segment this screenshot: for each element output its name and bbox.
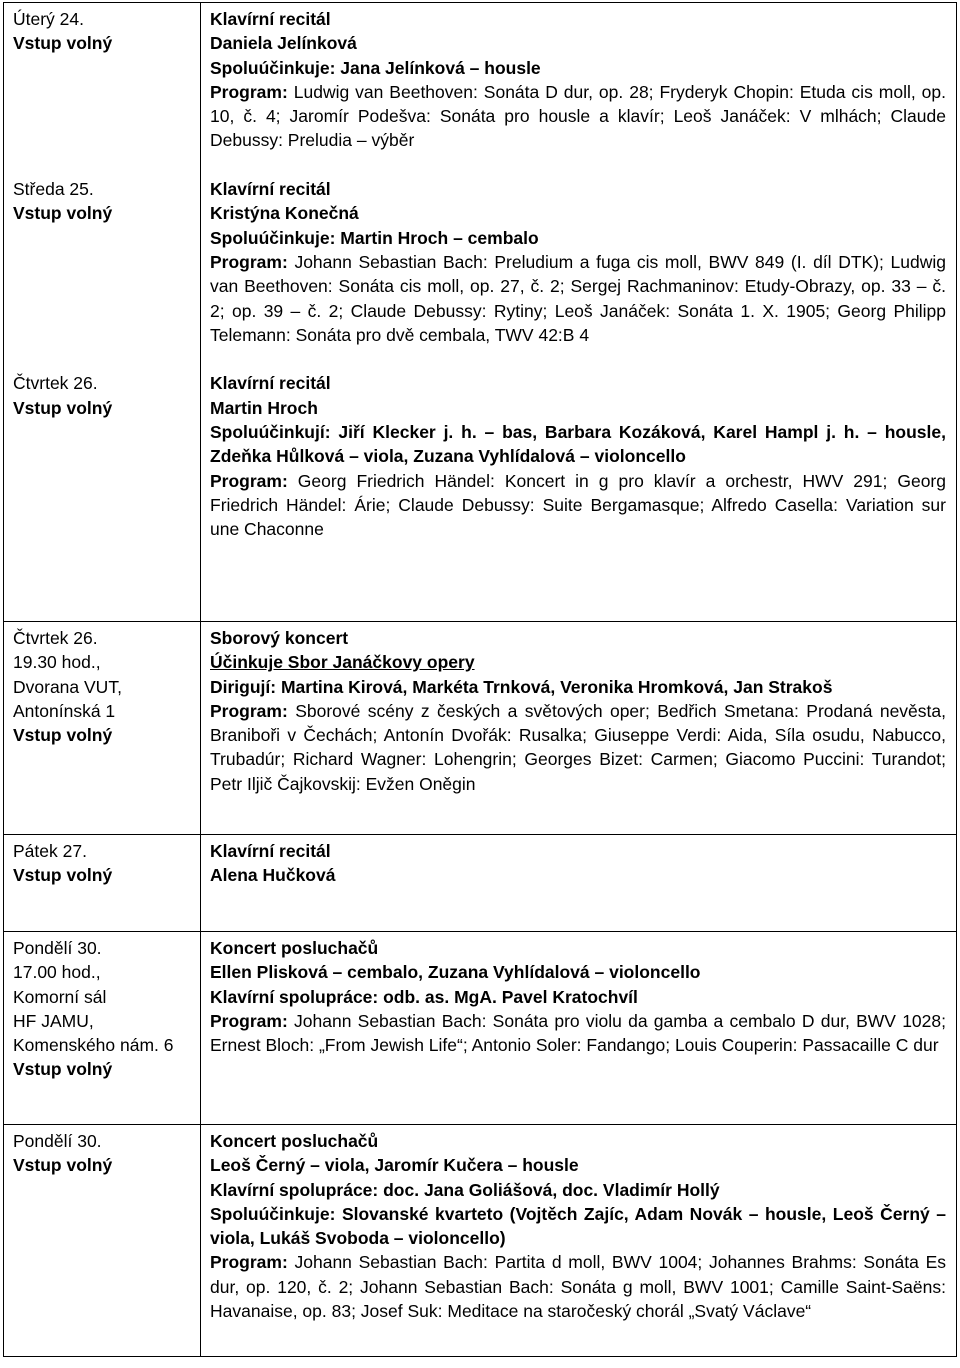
- program-label: Program:: [210, 700, 288, 721]
- admission-label: Vstup volný: [13, 1059, 113, 1080]
- time-line: 19.30 hod.,: [13, 652, 101, 673]
- program-label: Program:: [210, 1252, 288, 1273]
- event-program: [210, 80, 946, 153]
- event-performer: Alena Hučková: [210, 865, 336, 886]
- table-row: [4, 835, 957, 932]
- event-program: [210, 1250, 946, 1323]
- date-line: Čtvrtek 26.: [13, 628, 98, 648]
- event-performer: Kristýna Konečná: [210, 203, 359, 224]
- address-line: Komenského nám. 6: [13, 1035, 174, 1056]
- table-row: [4, 932, 957, 1125]
- event-title: Sborový koncert: [210, 628, 349, 648]
- collab-text: Jana Jelínková – housle: [335, 57, 541, 78]
- admission-label: Vstup volný: [13, 1155, 113, 1176]
- conductor-label: Dirigují:: [210, 676, 277, 697]
- schedule-table: [3, 2, 957, 1357]
- program-text: Sborové scény z českých a světových oper; Bedřich Smetana: Prodaná nevěsta, Braniboři v Čechách; Antonín Dvořák: Rusalka; Giuseppe Verdi: Aida, Síla osudu, Nabucco, Trubadúr; Richard Wagner: Lohengrin; Georges Bizet: Carmen; Giacomo Puccini: Turandot; Petr Iljič Čajkovskij: Evžen Oněgin: [210, 700, 946, 794]
- piano-text: odb. as. MgA. Pavel Kratochvíl: [378, 986, 638, 1007]
- event-program: [210, 469, 946, 542]
- event-cell: [201, 622, 957, 835]
- event-title: Koncert posluchačů: [210, 938, 379, 958]
- admission-label: Vstup volný: [13, 397, 113, 418]
- event-performer: Martin Hroch: [210, 397, 318, 418]
- venue-line: HF JAMU,: [13, 1010, 94, 1031]
- event-performers: Ellen Plisková – cembalo, Zuzana Vyhlídalová – violoncello: [210, 962, 701, 983]
- event-collaborators: [210, 226, 946, 250]
- event-program: [210, 699, 946, 796]
- collab-text: Slovanské kvarteto (Vojtěch Zajíc, Adam Novák – housle, Leoš Černý – viola, Lukáš Svoboda – violoncello): [210, 1203, 946, 1249]
- event-program: [210, 1009, 946, 1058]
- address-line: Antonínská 1: [13, 700, 116, 721]
- program-label: Program:: [210, 1010, 288, 1031]
- date-cell: [4, 835, 201, 932]
- date-cell: [4, 1125, 201, 1357]
- admission-label: Vstup volný: [13, 865, 113, 886]
- program-text: Johann Sebastian Bach: Preludium a fuga cis moll, BWV 849 (I. díl DTK); Ludwig van Beethoven: Sonáta cis moll, op. 27, č. 2; Sergej Rachmaninov: Etudy-Obrazy, op. 33 – č. 2; op. 39 – č. 2; Claude Debussy: Rytiny; Leoš Janáček: Sonáta 1. X. 1905; Georg Philipp Telemann: Sonáta pro dvě cembala, TWV 42:B 4: [210, 251, 946, 345]
- piano-text: doc. Jana Goliášová, doc. Vladimír Hollý: [378, 1179, 720, 1200]
- admission-label: Vstup volný: [13, 725, 113, 746]
- program-label: Program:: [210, 251, 288, 272]
- time-line: 17.00 hod.,: [13, 962, 101, 983]
- date-line: Čtvrtek 26.: [13, 373, 98, 394]
- event-piano-collab: [210, 1178, 946, 1202]
- collab-label: Spoluúčinkuje:: [210, 57, 336, 78]
- collab-text: Jiří Klecker j. h. – bas, Barbara Kozáková, Karel Hampl j. h. – housle, Zdeňka Hůlková – viola, Zuzana Vyhlídalová – violoncello: [210, 422, 946, 467]
- date-line: Středa 25.: [13, 179, 94, 200]
- event-title: Klavírní recitál: [210, 179, 331, 200]
- admission-label: Vstup volný: [13, 33, 113, 54]
- date-line: Pondělí 30.: [13, 1131, 102, 1151]
- program-label: Program:: [210, 81, 288, 102]
- event-collaborators: [210, 1202, 946, 1251]
- program-text: Johann Sebastian Bach: Partita d moll, BWV 1004; Johannes Brahms: Sonáta Es dur, op. 120, č. 2; Johann Sebastian Bach: Sonáta g moll, BWV 1001; Camille Saint-Saëns: Havanaise, op. 83; Josef Suk: Meditace na staročeský chorál „Svatý Václave“: [210, 1252, 946, 1322]
- event-performers: Leoš Černý – viola, Jaromír Kučera – housle: [210, 1155, 579, 1176]
- program-label: Program:: [210, 470, 288, 491]
- table-row: [4, 622, 957, 835]
- date-cell: [4, 622, 201, 835]
- event-cell: [201, 932, 957, 1125]
- program-text: Ludwig van Beethoven: Sonáta D dur, op. 28; Fryderyk Chopin: Etuda cis moll, op. 10, č. 4; Jaromír Podešva: Sonáta pro housle a klavír; Leoš Janáček: V mlhách; Claude Debussy: Preludia – výběr: [210, 81, 946, 151]
- collab-label: Spoluúčinkuje:: [210, 1203, 336, 1224]
- venue-line: Komorní sál: [13, 986, 107, 1007]
- collab-text: Martin Hroch – cembalo: [335, 227, 539, 248]
- date-line: Pondělí 30.: [13, 938, 102, 958]
- piano-label: Klavírní spolupráce:: [210, 1179, 379, 1200]
- event-cell: [201, 835, 957, 932]
- event-title: Klavírní recitál: [210, 9, 331, 29]
- event-title: Klavírní recitál: [210, 373, 331, 394]
- event-performer: Daniela Jelínková: [210, 33, 357, 54]
- event-collaborators: [210, 420, 946, 469]
- event-cell: [201, 3, 957, 622]
- program-text: Georg Friedrich Händel: Koncert in g pro klavír a orchestr, HWV 291; Georg Friedrich Händel: Árie; Claude Debussy: Suite Bergamasque; Alfredo Casella: Variation sur une Chaconne: [210, 470, 946, 540]
- event-conductors: [210, 675, 946, 699]
- date-line: Pátek 27.: [13, 841, 87, 861]
- event-title: Klavírní recitál: [210, 841, 331, 861]
- event-collaborators: [210, 56, 946, 80]
- table-row: [4, 1125, 957, 1357]
- collab-label: Spoluúčinkují:: [210, 422, 331, 443]
- collab-label: Spoluúčinkuje:: [210, 227, 336, 248]
- date-cell: [4, 3, 201, 622]
- piano-label: Klavírní spolupráce:: [210, 986, 379, 1007]
- table-row: [4, 3, 957, 622]
- date-cell: [4, 932, 201, 1125]
- event-subtitle: Účinkuje Sbor Janáčkovy opery: [210, 652, 475, 673]
- date-line: Úterý 24.: [13, 9, 84, 29]
- venue-line: Dvorana VUT,: [13, 676, 122, 697]
- event-piano-collab: [210, 985, 946, 1009]
- event-cell: [201, 1125, 957, 1357]
- conductor-text: Martina Kirová, Markéta Trnková, Veronika Hromková, Jan Strakoš: [276, 676, 833, 697]
- program-text: Johann Sebastian Bach: Sonáta pro violu da gamba a cembalo D dur, BWV 1028; Ernest Bloch: „From Jewish Life“; Antonio Soler: Fandango; Louis Couperin: Passacaille C dur: [210, 1010, 946, 1056]
- event-program: [210, 250, 946, 347]
- event-title: Koncert posluchačů: [210, 1131, 379, 1151]
- admission-label: Vstup volný: [13, 203, 113, 224]
